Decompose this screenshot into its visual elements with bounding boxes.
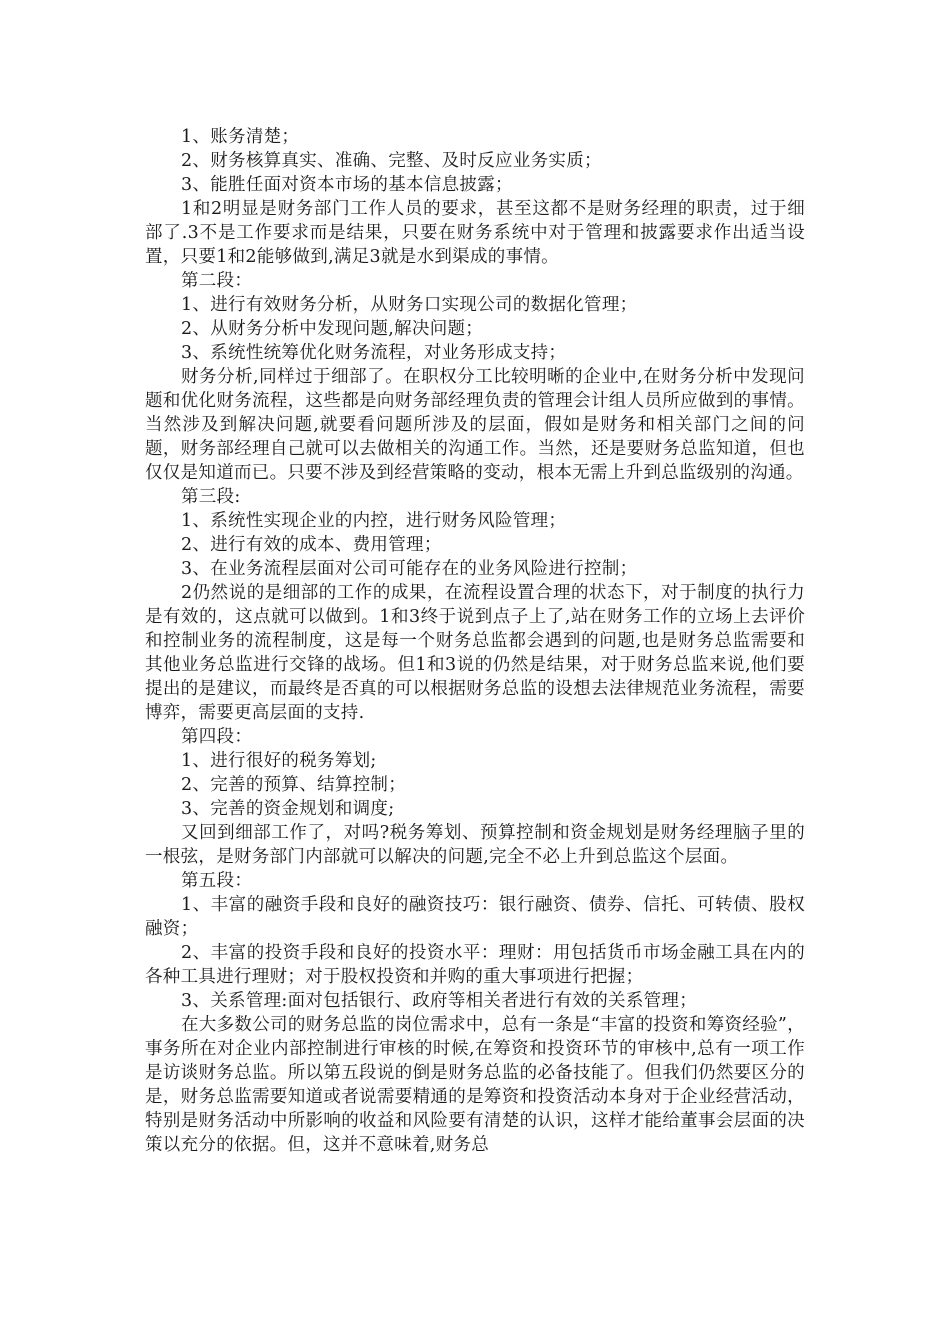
paragraph-21: 1、丰富的融资手段和良好的融资技巧：银行融资、债券、信托、可转债、股权融资； xyxy=(145,895,805,939)
paragraph-14: 2仍然说的是细部的工作的成果，在流程设置合理的状态下，对于制度的执行力是有效的，这点就可以做到。1和3终于说到点子上了,站在财务工作的立场上去评价和控制业务的流程制度，这是每一个财务总监都会遇到的问题,也是财务总监需要和其他业务总监进行交锋的战场。但1和3说的仍然是结果，对于财务总监来说,他们要提出的是建议，而最终是否真的可以根据财务总监的设想去法律规范业务流程，需要博弈，需要更高层面的支持. xyxy=(145,583,805,723)
paragraph-17: 2、完善的预算、结算控制； xyxy=(181,775,407,795)
section-heading-3: 第三段: xyxy=(181,487,241,507)
paragraph-9: 财务分析,同样过于细部了。在职权分工比较明晰的企业中,在财务分析中发现问题和优化财务流程，这些都是向财务部经理负责的管理会计组人员所应做到的事情。当然涉及到解决问题,就要看问题所涉及的层面，假如是财务和相关部门之间的问题，财务部经理自己就可以去做相关的沟通工作。当然，还是要财务总监知道，但也仅仅是知道而已。只要不涉及到经营策略的变动，根本无需上升到总监级别的沟通。 xyxy=(145,367,805,483)
section-heading-5: 第五段： xyxy=(181,871,253,891)
paragraph-3: 3、能胜任面对资本市场的基本信息披露； xyxy=(181,175,513,195)
paragraph-1: 1、账务清楚； xyxy=(181,127,300,147)
paragraph-2: 2、财务核算真实、准确、完整、及时反应业务实质； xyxy=(181,151,602,171)
paragraph-4: 1和2明显是财务部门工作人员的要求，甚至这都不是财务经理的职责，过于细部了.3不是工作要求而是结果，只要在财务系统中对于管理和披露要求作出适当设置，只要1和2能够做到,满足3就是水到渠成的事情。 xyxy=(145,199,805,267)
paragraph-24: 在大多数公司的财务总监的岗位需求中，总有一条是“丰富的投资和筹资经验”，事务所在对企业内部控制进行审核的时候,在筹资和投资环节的审核中,总有一项工作是访谈财务总监。所以第五段说的倒是财务总监的必备技能了。但我们仍然要区分的是，财务总监需要知道或者说需要精通的是筹资和投资活动本身对于企业经营活动，特别是财务活动中所影响的收益和风险要有清楚的认识，这样才能给董事会层面的决策以充分的依据。但，这并不意味着,财务总 xyxy=(145,1015,805,1155)
document-body xyxy=(145,125,805,1157)
paragraph-22: 2、丰富的投资手段和良好的投资水平：理财：用包括货币市场金融工具在内的各种工具进行理财；对于股权投资和并购的重大事项进行把握； xyxy=(145,943,805,987)
section-heading-2: 第二段： xyxy=(181,271,253,291)
paragraph-16: 1、进行很好的税务筹划; xyxy=(181,751,377,771)
paragraph-7: 2、从财务分析中发现问题,解决问题； xyxy=(181,319,484,339)
section-heading-4: 第四段： xyxy=(181,727,253,747)
paragraph-23: 3、关系管理:面对包括银行、政府等相关者进行有效的关系管理； xyxy=(181,991,698,1011)
paragraph-6: 1、进行有效财务分析，从财务口实现公司的数据化管理； xyxy=(181,295,638,315)
paragraph-8: 3、系统性统筹优化财务流程，对业务形成支持； xyxy=(181,343,567,363)
paragraph-18: 3、完善的资金规划和调度; xyxy=(181,799,395,819)
paragraph-12: 2、进行有效的成本、费用管理； xyxy=(181,535,442,555)
paragraph-13: 3、在业务流程层面对公司可能存在的业务风险进行控制； xyxy=(181,559,638,579)
paragraph-11: 1、系统性实现企业的内控，进行财务风险管理； xyxy=(181,511,567,531)
paragraph-19: 又回到细部工作了，对吗?税务筹划、预算控制和资金规划是财务经理脑子里的一根弦，是财务部门内部就可以解决的问题,完全不必上升到总监这个层面。 xyxy=(145,823,805,867)
